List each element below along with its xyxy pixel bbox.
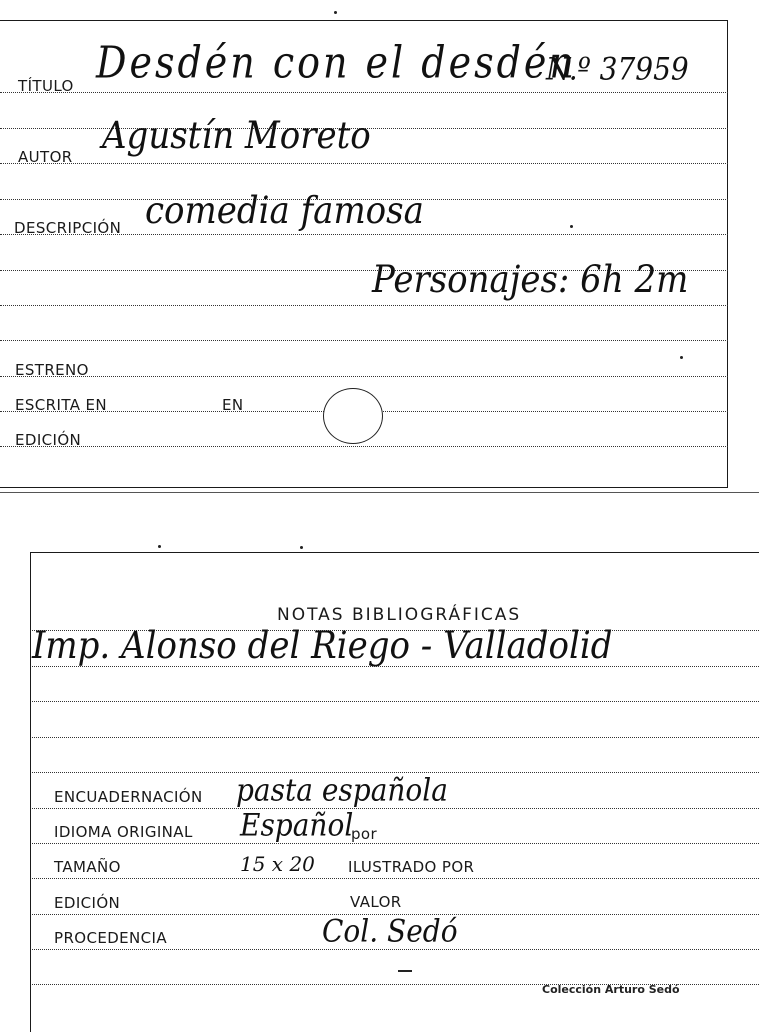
rule [0, 92, 728, 93]
speck [158, 545, 161, 548]
section-title: NOTAS BIBLIOGRÁFICAS [277, 605, 522, 625]
personajes-value: Personajes: 6h 2m [372, 258, 689, 302]
rule [32, 878, 759, 879]
speck [300, 546, 303, 549]
record-number: N.º 37959 [546, 50, 689, 87]
edicion-label-back: EDICIÓN [54, 894, 121, 912]
rule [0, 163, 728, 164]
rule [32, 737, 759, 738]
tamano-value: 15 x 20 [240, 852, 315, 876]
rule [0, 446, 728, 447]
rule [0, 305, 728, 306]
rule [32, 949, 759, 950]
rule [32, 701, 759, 702]
procedencia-label: PROCEDENCIA [54, 929, 168, 947]
valor-label: VALOR [350, 893, 402, 911]
cut-line [0, 492, 759, 493]
estreno-label: ESTRENO [15, 361, 89, 379]
tamano-label: TAMAÑO [54, 858, 121, 876]
por-label: por [351, 825, 378, 843]
descripcion-value: comedia famosa [145, 189, 424, 233]
encuadernacion-label: ENCUADERNACIÓN [54, 788, 203, 806]
speck [334, 11, 337, 14]
descripcion-label: DESCRIPCIÓN [14, 219, 122, 237]
encuadernacion-value: pasta española [236, 771, 448, 808]
speck [398, 970, 412, 972]
idioma-label: IDIOMA ORIGINAL [54, 823, 193, 841]
rule [32, 843, 759, 844]
edicion-label: EDICIÓN [15, 431, 82, 449]
escrita-label: ESCRITA EN [15, 396, 108, 414]
speck [570, 225, 573, 228]
rule [0, 340, 728, 341]
en-label: EN [222, 396, 244, 414]
titulo-value: Desdén con el desdén [96, 37, 577, 88]
idioma-value: Español [240, 806, 354, 843]
rule [0, 376, 728, 377]
punch-hole [323, 388, 383, 444]
autor-value: Agustín Moreto [102, 114, 371, 158]
ilustrado-label: ILUSTRADO POR [348, 858, 475, 876]
rule [32, 808, 759, 809]
autor-label: AUTOR [18, 148, 73, 166]
speck [680, 356, 683, 359]
titulo-label: TÍTULO [18, 77, 74, 95]
procedencia-value: Col. Sedó [322, 912, 458, 949]
collection-footer: Colección Arturo Sedó [542, 983, 680, 996]
notas-value: Imp. Alonso del Riego - Valladolid [32, 624, 613, 668]
